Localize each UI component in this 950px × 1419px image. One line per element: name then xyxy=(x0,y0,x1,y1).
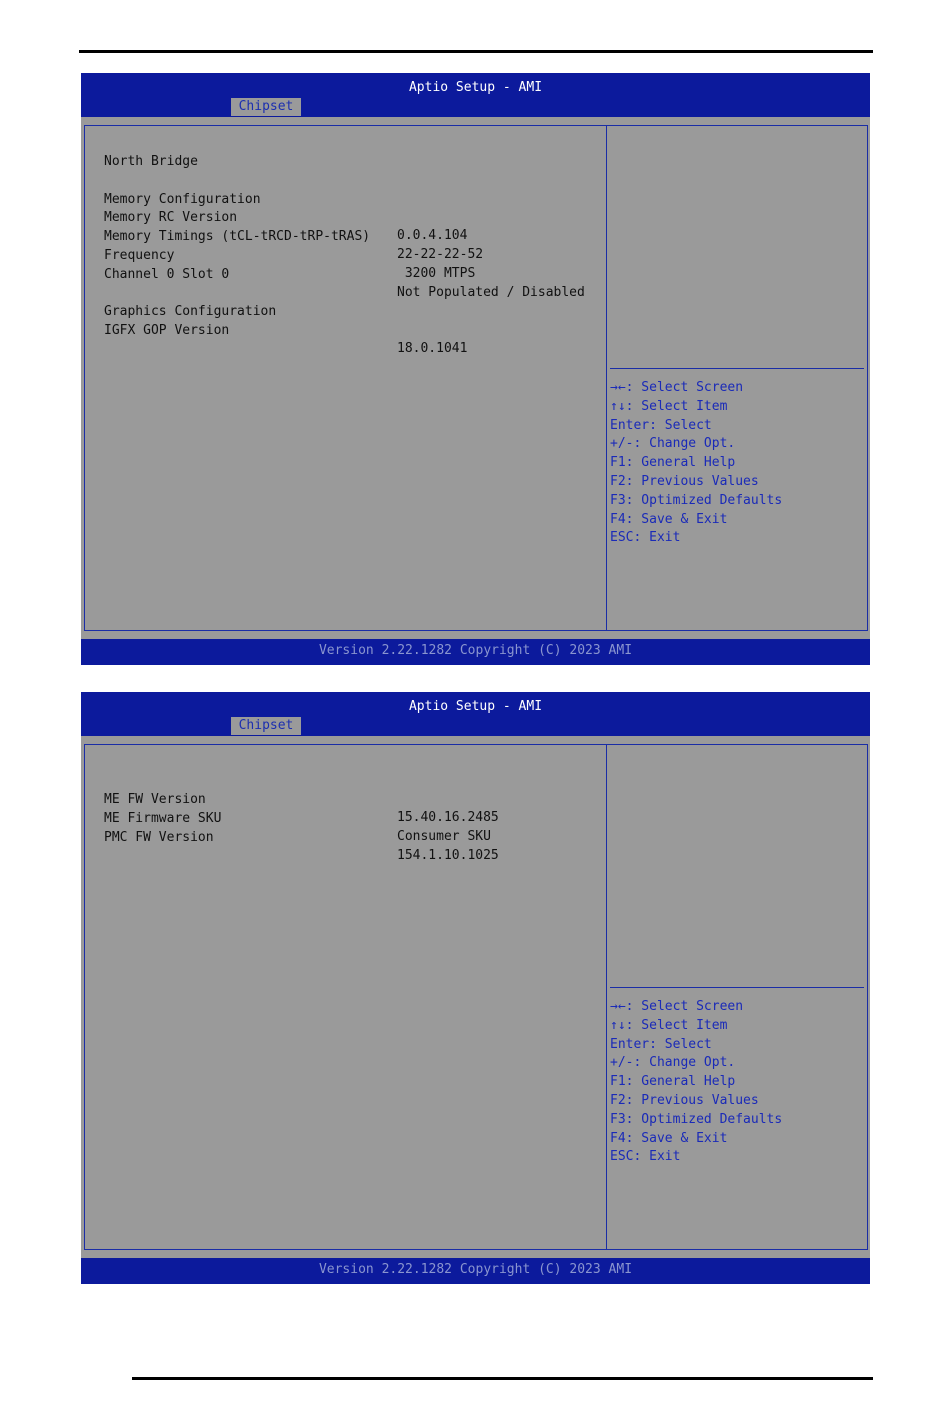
setting-label: Memory Timings (tCL-tRCD-tRP-tRAS) xyxy=(104,229,371,245)
setting-value: 18.0.1041 xyxy=(397,341,468,357)
setting-label: Channel 0 Slot 0 xyxy=(104,266,230,282)
setting-label: ME Firmware SKU xyxy=(104,810,222,826)
bios-body xyxy=(81,117,870,639)
key-hint-esc-exit: ESC: Exit xyxy=(610,1149,681,1165)
setting-label: Frequency xyxy=(104,248,175,263)
bios-body xyxy=(81,736,870,1258)
key-hint-esc-exit: ESC: Exit xyxy=(610,530,681,546)
version-footer: Version 2.22.1282 Copyright (C) 2023 AMI xyxy=(318,643,633,658)
help-panel xyxy=(606,744,868,1250)
key-legend xyxy=(610,998,782,1167)
setting-label: IGFX GOP Version xyxy=(104,323,230,339)
setup-title: Aptio Setup - AMI xyxy=(408,80,543,95)
key-hint-general-help: F1: General Help xyxy=(610,1074,736,1090)
bios-screen-me-firmware xyxy=(81,692,870,1284)
setting-value: 154.1.10.1025 xyxy=(397,847,499,863)
key-hint-optimized-defaults: F3: Optimized Defaults xyxy=(610,1111,783,1127)
key-hint-select-item: ↑↓: Select Item xyxy=(610,1017,728,1033)
key-hint-change-opt: +/-: Change Opt. xyxy=(610,1055,736,1071)
settings-row xyxy=(85,135,198,169)
page-top-rule xyxy=(79,50,873,53)
key-legend xyxy=(610,379,782,548)
key-hint-general-help: F1: General Help xyxy=(610,455,736,471)
setting-label: ME FW Version xyxy=(104,792,206,807)
version-footer: Version 2.22.1282 Copyright (C) 2023 AMI xyxy=(318,1262,633,1277)
setting-label: Memory Configuration xyxy=(104,191,261,207)
bios-screen-north-bridge xyxy=(81,73,870,665)
setting-label: North Bridge xyxy=(104,154,198,169)
setting-label: Memory RC Version xyxy=(104,210,238,226)
setting-label: Graphics Configuration xyxy=(104,304,277,320)
settings-row xyxy=(85,285,277,320)
key-hint-change-opt: +/-: Change Opt. xyxy=(610,436,736,452)
setting-value: 15.40.16.2485 xyxy=(397,810,499,825)
main-panel xyxy=(84,744,607,1250)
key-hint-select-screen: →←: Select Screen xyxy=(610,999,744,1014)
key-hint-save-exit: F4: Save & Exit xyxy=(610,1130,728,1146)
key-hint-previous-values: F2: Previous Values xyxy=(610,473,759,489)
setup-title: Aptio Setup - AMI xyxy=(408,699,543,714)
key-hint-previous-values: F2: Previous Values xyxy=(610,1092,759,1108)
key-hint-select-screen: →←: Select Screen xyxy=(610,380,744,395)
setting-label: PMC FW Version xyxy=(104,829,214,845)
key-hint-enter-select: Enter: Select xyxy=(610,1036,712,1052)
main-panel xyxy=(84,125,607,631)
tab-chipset[interactable]: Chipset xyxy=(231,98,301,116)
key-hint-optimized-defaults: F3: Optimized Defaults xyxy=(610,492,783,508)
settings-row xyxy=(85,173,261,207)
setting-value: 22-22-22-52 xyxy=(397,247,484,263)
tab-chipset[interactable]: Chipset xyxy=(231,717,301,735)
setting-value: 0.0.4.104 xyxy=(397,228,468,244)
setting-value: 3200 MTPS xyxy=(397,266,476,281)
key-hint-save-exit: F4: Save & Exit xyxy=(610,511,728,527)
page-bottom-rule xyxy=(132,1377,873,1380)
key-hint-select-item: ↑↓: Select Item xyxy=(610,398,728,414)
help-panel xyxy=(606,125,868,631)
setting-value: Not Populated / Disabled xyxy=(397,284,585,300)
setting-value: Consumer SKU xyxy=(397,828,491,844)
key-hint-enter-select: Enter: Select xyxy=(610,417,712,433)
help-divider xyxy=(610,368,864,369)
help-divider xyxy=(610,987,864,988)
